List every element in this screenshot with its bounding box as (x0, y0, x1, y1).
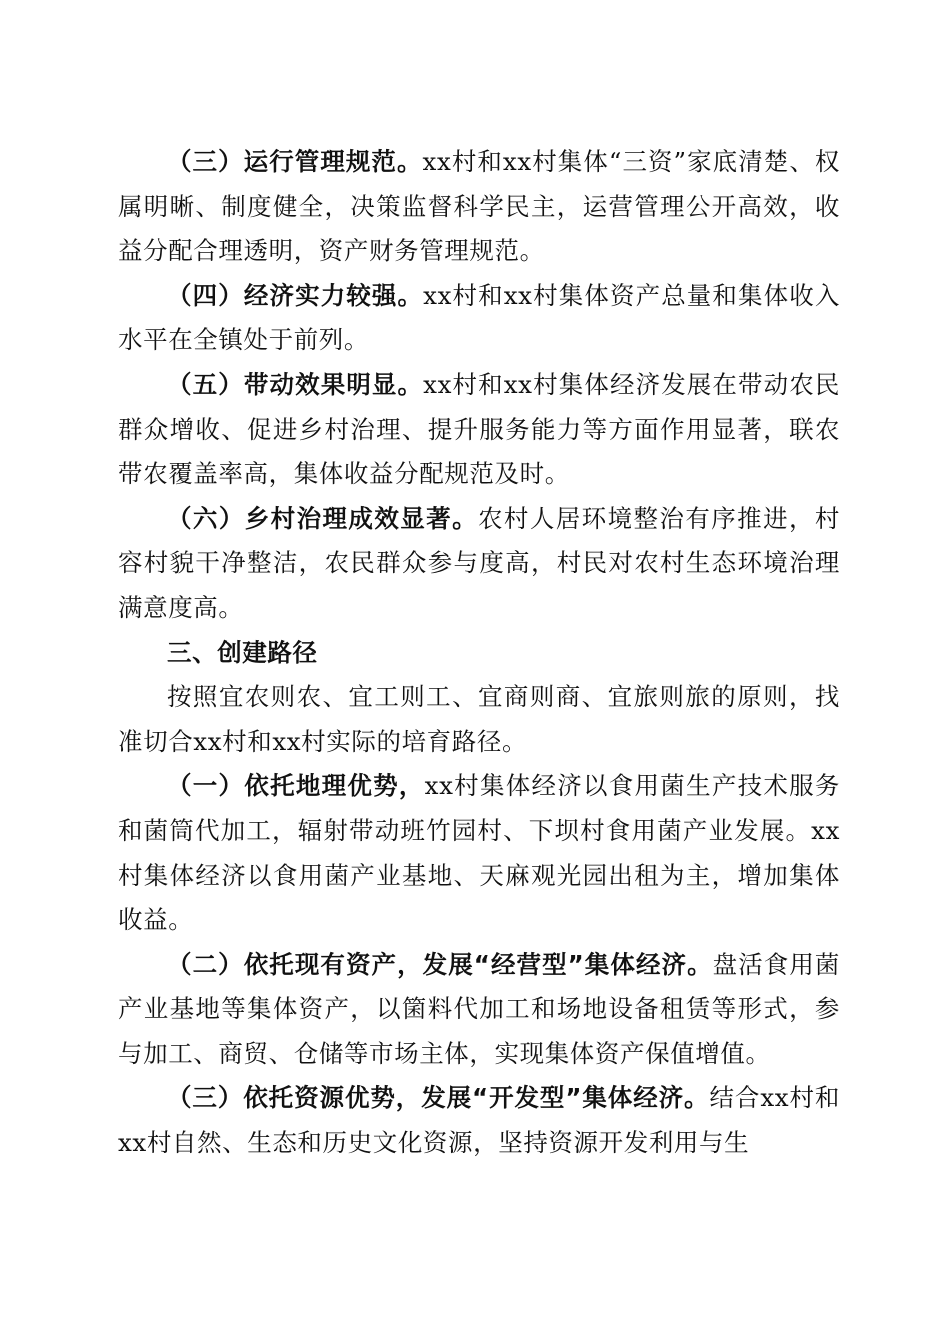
paragraph-body: 结合xx村和xx村自然、生态和历史文化资源，坚持资源开发利用与生 (118, 1083, 841, 1158)
paragraph-lead: （三）运行管理规范。 (167, 147, 423, 176)
paragraph-lead: （三）依托资源优势，发展“开发型”集体经济。 (167, 1083, 710, 1113)
document-page (118, 140, 840, 1166)
path-resource-advantage (118, 1076, 840, 1165)
paragraph-driving-effect (118, 363, 840, 497)
paragraph-body: 农村人居环境整治有序推进，村容村貌干净整洁，农民群众参与度高，村民对农村生态环境治理满意度高。 (118, 503, 841, 622)
path-existing-assets (118, 943, 840, 1077)
paragraph-lead: （四）经济实力较强。 (167, 280, 424, 310)
section-intro: 按照宜农则农、宜工则工、宜商则商、宜旅则旅的原则，找准切合xx村和xx村实际的培育路径。 (118, 682, 840, 756)
paragraph-lead: （一）依托地理优势， (167, 771, 425, 801)
path-geographic-advantage (118, 764, 840, 942)
paragraph-body: xx村集体经济以食用菌生产技术服务和菌筒代加工，辐射带动班竹园村、下坝村食用菌产业发展。xx村集体经济以食用菌产业基地、天麻观光园出租为主，增加集体收益。 (118, 771, 840, 935)
paragraph-operation-management (118, 140, 840, 274)
paragraph-rural-governance (118, 497, 840, 631)
paragraph-body: xx村和xx村集体资产总量和集体收入水平在全镇处于前列。 (118, 280, 840, 355)
section-heading: 三、创建路径 (167, 637, 318, 667)
paragraph-lead: （五）带动效果明显。 (167, 369, 424, 399)
paragraph-lead: （二）依托现有资产，发展“经营型”集体经济。 (167, 949, 713, 979)
paragraph-lead: （六）乡村治理成效显著。 (167, 503, 478, 533)
paragraph-body: xx村和xx村集体经济发展在带动农民群众增收、促进乡村治理、提升服务能力等方面作用显著，联农带农覆盖率高，集体收益分配规范及时。 (118, 369, 840, 489)
paragraph-body: 盘活食用菌产业基地等集体资产，以箘料代加工和场地设备租赁等形式，参与加工、商贸、仓储等市场主体，实现集体资产保值增值。 (118, 949, 841, 1068)
paragraph-body: xx村和xx村集体“三资”家底清楚、权属明晰、制度健全，决策监督科学民主，运营管理公开高效，收益分配合理透明，资产财务管理规范。 (118, 147, 840, 266)
paragraph-economic-strength (118, 274, 840, 363)
